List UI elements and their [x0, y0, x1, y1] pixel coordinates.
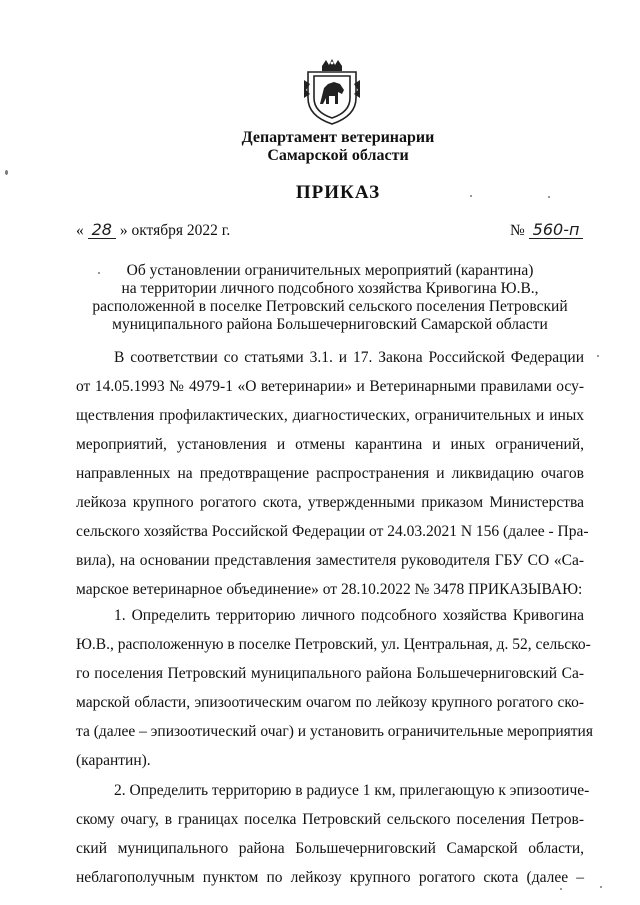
date-open-quote: « [76, 222, 84, 239]
paragraph-1-line: (карантин). [76, 752, 151, 769]
scan-speck [5, 170, 8, 175]
subject-line: на территории личного подсобного хозяйства Кривогина Ю.В., [121, 280, 539, 297]
coat-of-arms-emblem-icon [300, 58, 364, 126]
body-line: лейкоза крупного рогатого скота, утвержденными приказом Министерства [76, 494, 584, 511]
paragraph-1-line: та (далее – эпизоотический очаг) и установить ограничительные мероприятия [76, 723, 593, 740]
department-name-line2: Самарской области [267, 147, 409, 164]
paragraph-2-line: ский муниципального района Большечерниговский Самарской области, [76, 840, 584, 857]
number-prefix: № [510, 222, 525, 239]
order-subject [80, 262, 580, 334]
scan-speck [470, 195, 472, 197]
body-line: марское ветеринарное объединение» от 28.10.2022 № 3478 ПРИКАЗЫВАЮ: [76, 581, 583, 598]
scan-speck [600, 886, 602, 888]
scan-speck [548, 196, 550, 198]
paragraph-2-line: 2. Определить территорию в радиусе 1 км, прилегающую к эпизоотиче- [114, 782, 590, 799]
date-rest: » октября 2022 г. [119, 222, 231, 239]
paragraph-1-line: Ю.В., расположенную в поселке Петровский, ул. Центральная, д. 52, сельско- [76, 636, 591, 653]
paragraph-2-line: неблагополучным пунктом по лейкозу крупного рогатого скота (далее – [76, 869, 584, 886]
department-name-line1: Департамент ветеринарии [241, 129, 435, 146]
body-line: от 14.05.1993 № 4979-1 «О ветеринарии» и Ветеринарными правилами осу- [76, 378, 584, 395]
subject-line: муниципального района Большечерниговский Самарской области [112, 316, 548, 333]
number-value-handwritten: 560-п [529, 222, 584, 239]
order-date [76, 222, 230, 240]
body-line: ществления профилактических, диагностических, ограничительных и иных [76, 407, 584, 424]
body-line: мероприятий, установления и отмены карантина и иных ограничений, [76, 436, 584, 453]
paragraph-2-line: скому очагу, в границах поселка Петровский сельского поселения Петров- [76, 811, 584, 828]
scan-speck [98, 272, 100, 274]
scan-speck [597, 355, 599, 357]
body-line: направленных на предотвращение распространения и ликвидацию очагов [76, 465, 584, 482]
paragraph-1-line: го поселения Петровский муниципального района Большечерниговский Са- [76, 665, 584, 682]
document-title: ПРИКАЗ [295, 182, 381, 203]
date-day-handwritten: 28 [88, 222, 116, 239]
paragraph-1-line: 1. Определить территорию личного подсобного хозяйства Кривогина [114, 607, 584, 624]
paragraph-1-line: марской области, эпизоотическим очагом по лейкозу крупного рогатого ско- [76, 694, 584, 711]
order-number [510, 222, 583, 240]
scan-speck [560, 888, 562, 890]
body-line: сельского хозяйства Российской Федерации от 24.03.2021 N 156 (далее - Пра- [76, 523, 589, 540]
body-line: вила), на основании представления заместителя руководителя ГБУ СО «Са- [76, 552, 584, 569]
subject-line: Об установлении ограничительных мероприятий (карантина) [126, 262, 534, 279]
subject-line: расположенной в поселке Петровский сельского поселения Петровский [92, 298, 568, 315]
body-line: В соответствии со статьями 3.1. и 17. Закона Российской Федерации [114, 349, 584, 366]
